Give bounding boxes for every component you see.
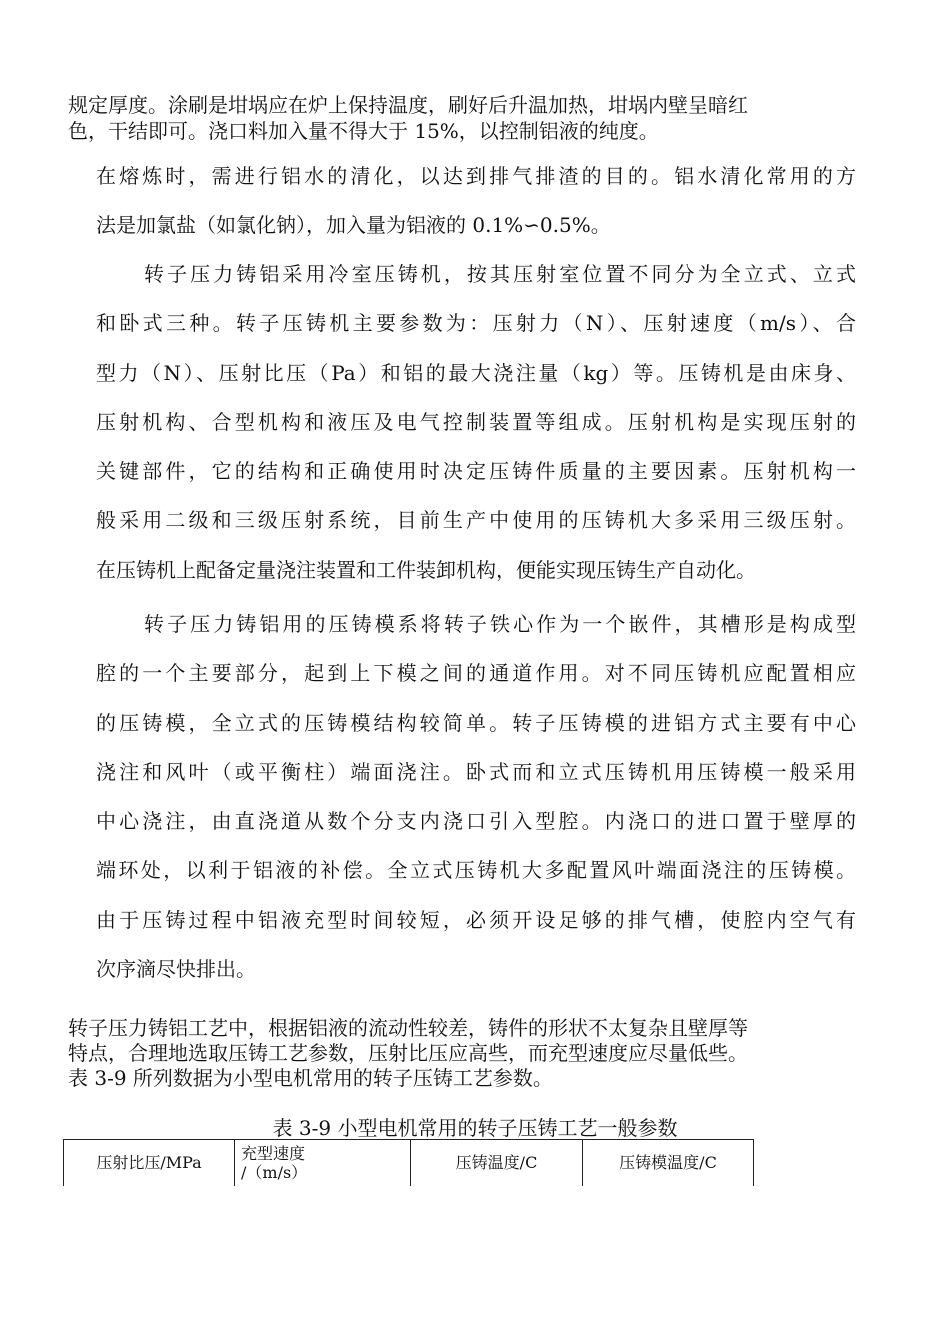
paragraph-die-casting-mold — [96, 600, 856, 994]
top-paragraph — [68, 92, 868, 144]
header-mold-temperature: 压铸模温度/C — [583, 1140, 754, 1187]
header-filling-speed — [235, 1140, 411, 1187]
text-line: 规定厚度。涂刷是坩埚应在炉上保持温度，刷好后升温加热，坩埚内壁呈暗红 — [68, 93, 748, 117]
header-casting-temperature: 压铸温度/C — [411, 1140, 583, 1187]
text-line: 在熔炼时，需进行铝水的清化，以达到排气排渣的目的。铝水清化常用的方 — [96, 164, 856, 188]
text-line: 般采用二级和三级压射系统，目前生产中使用的压铸机大多采用三级压射。 — [96, 508, 856, 533]
table-header-row — [64, 1140, 754, 1187]
text-line: 特点，合理地选取压铸工艺参数，压射比压应高些，而充型速度应尽量低些。 — [68, 1041, 748, 1065]
text-line: 关键部件，它的结构和正确使用时决定压铸件质量的主要因素。压射机构一 — [96, 459, 856, 484]
header-filling-speed-line1: 充型速度 — [241, 1144, 306, 1163]
header-filling-speed-line2: /（m/s） — [241, 1163, 308, 1182]
text-line: 转子压力铸铝采用冷室压铸机，按其压射室位置不同分为全立式、立式 — [144, 262, 856, 286]
table-caption: 表 3-9 小型电机常用的转子压铸工艺一般参数 — [272, 1116, 678, 1140]
text-line: 表 3-9 所列数据为小型电机常用的转子压铸工艺参数。 — [68, 1066, 553, 1090]
text-line: 浇注和风叶（或平衡柱）端面浇注。卧式而和立式压铸机用压铸模一般采用 — [96, 759, 856, 784]
text-line: 法是加氯盐（如氯化钠），加入量为铝液的 0.1%∽0.5%。 — [96, 213, 611, 238]
parameters-table — [63, 1139, 754, 1186]
text-line: 型力（N）、压射比压（Pa）和铝的最大浇注量（kg）等。压铸机是由床身、 — [96, 360, 856, 385]
text-line: 和卧式三种。转子压铸机主要参数为：压射力（N）、压射速度（m/s）、合 — [96, 311, 856, 336]
text-line: 腔的一个主要部分，起到上下模之间的通道作用。对不同压铸机应配置相应 — [96, 661, 856, 686]
text-line: 在压铸机上配备定量浇注装置和工件装卸机构，便能实现压铸生产自动化。 — [96, 557, 756, 582]
bottom-paragraph — [68, 1016, 868, 1091]
text-line: 压射机构、合型机构和液压及电气控制装置等组成。压射机构是实现压射的 — [96, 409, 856, 434]
header-injection-pressure: 压射比压/MPa — [64, 1140, 235, 1187]
text-line: 由于压铸过程中铝液充型时间较短，必须开设足够的排气槽，使腔内空气有 — [96, 907, 856, 932]
text-line: 转子压力铸铝用的压铸模系将转子铁心作为一个嵌件，其槽形是构成型 — [144, 612, 856, 636]
paragraph-die-casting-machine — [96, 250, 856, 595]
text-line: 色，干结即可。浇口料加入量不得大于 15%，以控制铝液的纯度。 — [68, 119, 659, 143]
text-line: 端环处，以利于铝液的补偿。全立式压铸机大多配置风叶端面浇注的压铸模。 — [96, 858, 856, 883]
text-line: 中心浇注，由直浇道从数个分支内浇口引入型腔。内浇口的进口置于壁厚的 — [96, 809, 856, 834]
text-line: 次序滴尽快排出。 — [96, 957, 256, 982]
paragraph-refining — [96, 152, 856, 251]
text-line: 的压铸模，全立式的压铸模结构较简单。转子压铸模的进铝方式主要有中心 — [96, 710, 856, 735]
text-line: 转子压力铸铝工艺中，根据铝液的流动性较差，铸件的形状不太复杂且壁厚等 — [68, 1016, 748, 1040]
